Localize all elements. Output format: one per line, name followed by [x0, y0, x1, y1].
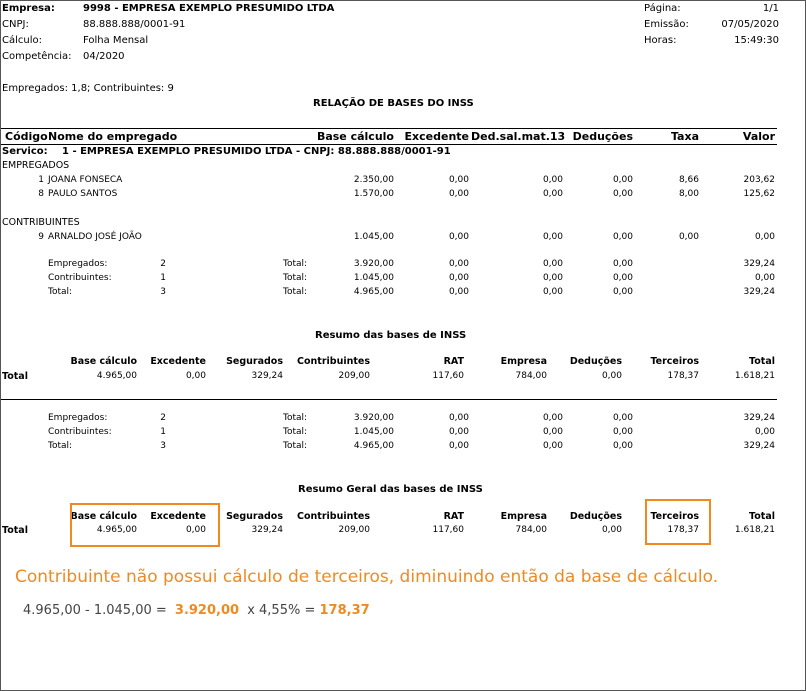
cnpj-label: CNPJ:: [2, 19, 29, 30]
competencia-label: Competência:: [2, 51, 72, 62]
subtotal-count: 3: [160, 441, 166, 451]
employee-dedsal: 0,00: [542, 175, 563, 185]
resumo-geral-header: Total: [749, 511, 775, 522]
employee-base: 1.570,00: [353, 189, 394, 199]
subtotal-valor: 329,24: [743, 441, 775, 451]
resumo-header: Segurados: [226, 356, 283, 367]
resumo-header: Total: [749, 356, 775, 367]
resumo-geral-header: Excedente: [150, 511, 206, 522]
subtotal-dedsal: 0,00: [542, 413, 563, 423]
resumo-geral-header: Empresa: [500, 511, 547, 522]
contributor-taxa: 0,00: [678, 232, 699, 242]
resumo-header: Terceiros: [650, 356, 699, 367]
subtotal-label: Total:: [48, 441, 73, 451]
subtotal-valor: 329,24: [743, 259, 775, 269]
servico-label: Servico:: [2, 146, 48, 157]
resumo-row-label: Total: [2, 371, 28, 382]
subtotal-base: 1.045,00: [353, 273, 394, 283]
subtotal-valor: 329,24: [743, 287, 775, 297]
contributor-dedsal: 0,00: [542, 232, 563, 242]
empregados-group-title: EMPREGADOS: [2, 160, 70, 171]
header-rule-bottom: [1, 144, 777, 145]
employee-deducoes: 0,00: [612, 175, 633, 185]
subtotal-total-label: Total:: [283, 441, 308, 451]
employee-excedente: 0,00: [448, 189, 469, 199]
resumo-title: Resumo das bases de INSS: [315, 330, 467, 341]
subtotal-total-label: Total:: [283, 427, 308, 437]
resumo-header: Excedente: [150, 356, 206, 367]
resumo-value: 178,37: [667, 371, 699, 381]
subtotal-dedsal: 0,00: [542, 273, 563, 283]
col-dedsal: Ded.sal.mat.13: [471, 130, 566, 143]
subtotal-dedsal: 0,00: [542, 287, 563, 297]
resumo-value: 1.618,21: [734, 371, 775, 381]
resumo-geral-value: 117,60: [432, 525, 464, 535]
contributor-name: ARNALDO JOSÉ JOÃO: [48, 232, 142, 242]
subtotal-label: Total:: [48, 287, 73, 297]
resumo-geral-value: 0,00: [185, 525, 206, 535]
col-codigo: Código: [5, 130, 48, 143]
col-excedente: Excedente: [404, 130, 469, 143]
calc-prefix: 4.965,00 - 1.045,00 =: [23, 603, 167, 618]
contributor-base: 1.045,00: [353, 232, 394, 242]
subtotal-deducoes: 0,00: [612, 427, 633, 437]
pagina-value: 1/1: [762, 3, 779, 14]
header-rule-top: [1, 128, 777, 129]
subtotal-count: 1: [160, 427, 166, 437]
employee-taxa: 8,66: [678, 175, 699, 185]
subtotal-excedente: 0,00: [448, 427, 469, 437]
subtotal-label: Contribuintes:: [48, 273, 112, 283]
subtotal-base: 3.920,00: [353, 259, 394, 269]
subtotal-deducoes: 0,00: [612, 259, 633, 269]
subtotal-base: 4.965,00: [353, 441, 394, 451]
subtotal-count: 1: [160, 273, 166, 283]
subtotal-valor: 0,00: [754, 427, 775, 437]
emissao-value: 07/05/2020: [721, 19, 779, 30]
subtotal-base: 3.920,00: [353, 413, 394, 423]
employee-taxa: 8,00: [678, 189, 699, 199]
pagina-label: Página:: [644, 3, 681, 14]
contributor-valor: 0,00: [754, 232, 775, 242]
resumo-geral-header: Deduções: [569, 511, 622, 522]
subtotal-count: 2: [160, 413, 166, 423]
emissao-label: Emissão:: [644, 19, 689, 30]
empresa-value: 9998 - EMPRESA EXEMPLO PRESUMIDO LTDA: [83, 3, 335, 14]
report-title: RELAÇÃO DE BASES DO INSS: [313, 98, 474, 109]
subtotal-excedente: 0,00: [448, 273, 469, 283]
horas-label: Horas:: [644, 35, 677, 46]
resumo-header: RAT: [443, 356, 464, 367]
calculo-value: Folha Mensal: [83, 35, 149, 46]
calc-mid: x 4,55% =: [247, 603, 316, 618]
resumo-geral-value: 209,00: [338, 525, 370, 535]
resumo-geral-value: 0,00: [601, 525, 622, 535]
resumo-value: 329,24: [251, 371, 283, 381]
employee-base: 2.350,00: [353, 175, 394, 185]
subtotal-excedente: 0,00: [448, 259, 469, 269]
employee-name: PAULO SANTOS: [48, 189, 118, 199]
subtotal-dedsal: 0,00: [542, 427, 563, 437]
subtotal-count: 2: [160, 259, 166, 269]
col-base: Base cálculo: [316, 130, 394, 143]
resumo-header: Contribuintes: [297, 356, 370, 367]
subtotal-total-label: Total:: [283, 413, 308, 423]
resumo-geral-value: 329,24: [251, 525, 283, 535]
contributor-excedente: 0,00: [448, 232, 469, 242]
annotation-note: Contribuinte não possui cálculo de terceiros, diminuindo então da base de cálculo.: [15, 567, 719, 587]
subtotal-base: 4.965,00: [353, 287, 394, 297]
resumo-geral-value: 178,37: [667, 525, 699, 535]
resumo-header: Deduções: [569, 356, 622, 367]
resumo-geral-header: Segurados: [226, 511, 283, 522]
resumo-header: Base cálculo: [70, 356, 137, 367]
resumo-value: 117,60: [432, 371, 464, 381]
subtotal-label: Contribuintes:: [48, 427, 112, 437]
col-taxa: Taxa: [670, 130, 699, 143]
highlight-box-terceiros: [645, 499, 711, 545]
resumo-header: Empresa: [500, 356, 547, 367]
resumo-value: 0,00: [601, 371, 622, 381]
resumo-geral-header: Terceiros: [650, 511, 699, 522]
subtotal-dedsal: 0,00: [542, 259, 563, 269]
subtotal-deducoes: 0,00: [612, 441, 633, 451]
employee-valor: 125,62: [743, 189, 775, 199]
subtotal-excedente: 0,00: [448, 287, 469, 297]
calc-final: 178,37: [319, 603, 370, 618]
subtotal-deducoes: 0,00: [612, 413, 633, 423]
employee-deducoes: 0,00: [612, 189, 633, 199]
empresa-label: Empresa:: [2, 3, 55, 14]
col-valor: Valor: [742, 130, 775, 143]
subtotal-total-label: Total:: [283, 287, 308, 297]
resumo-geral-title: Resumo Geral das bases de INSS: [298, 484, 483, 495]
subtotal-dedsal: 0,00: [542, 441, 563, 451]
resumo-geral-row-label: Total: [2, 525, 28, 536]
resumo-geral-header: Base cálculo: [70, 511, 137, 522]
resumo-geral-header: Contribuintes: [297, 511, 370, 522]
resumo-value: 209,00: [338, 371, 370, 381]
empregados-summary-line: Empregados: 1,8; Contribuintes: 9: [2, 83, 174, 94]
employee-valor: 203,62: [743, 175, 775, 185]
col-deducoes: Deduções: [572, 130, 633, 143]
employee-excedente: 0,00: [448, 175, 469, 185]
employee-name: JOANA FONSECA: [48, 175, 123, 185]
subtotal-count: 3: [160, 287, 166, 297]
resumo-geral-value: 1.618,21: [734, 525, 775, 535]
subtotal-base: 1.045,00: [353, 427, 394, 437]
resumo-geral-value: 4.965,00: [96, 525, 137, 535]
contributor-deducoes: 0,00: [612, 232, 633, 242]
col-nome: Nome do empregado: [48, 130, 178, 143]
subtotal-valor: 329,24: [743, 413, 775, 423]
calc-line: [23, 603, 370, 618]
contribuintes-group-title: CONTRIBUINTES: [2, 217, 80, 228]
subtotal-total-label: Total:: [283, 273, 308, 283]
resumo-value: 784,00: [515, 371, 547, 381]
subtotal-valor: 0,00: [754, 273, 775, 283]
subtotal-total-label: Total:: [283, 259, 308, 269]
employee-dedsal: 0,00: [542, 189, 563, 199]
subtotal-deducoes: 0,00: [612, 287, 633, 297]
highlight-box-base-excedente: [70, 503, 220, 547]
subtotal-excedente: 0,00: [448, 413, 469, 423]
horas-value: 15:49:30: [734, 35, 779, 46]
employee-code: 1: [38, 175, 44, 185]
calculo-label: Cálculo:: [2, 35, 42, 46]
contributor-code: 9: [38, 232, 44, 242]
servico-value: 1 - EMPRESA EXEMPLO PRESUMIDO LTDA - CNPJ: 88.888.888/0001-91: [62, 146, 451, 157]
resumo-value: 4.965,00: [96, 371, 137, 381]
cnpj-value: 88.888.888/0001-91: [83, 19, 186, 30]
subtotal-deducoes: 0,00: [612, 273, 633, 283]
resumo-geral-header: RAT: [443, 511, 464, 522]
resumo-geral-value: 784,00: [515, 525, 547, 535]
subtotal-label: Empregados:: [48, 413, 108, 423]
employee-code: 8: [38, 189, 44, 199]
calc-result: 3.920,00: [174, 603, 240, 618]
competencia-value: 04/2020: [83, 51, 125, 62]
subtotal-excedente: 0,00: [448, 441, 469, 451]
section-rule: [1, 399, 777, 400]
subtotal-label: Empregados:: [48, 259, 108, 269]
resumo-value: 0,00: [185, 371, 206, 381]
